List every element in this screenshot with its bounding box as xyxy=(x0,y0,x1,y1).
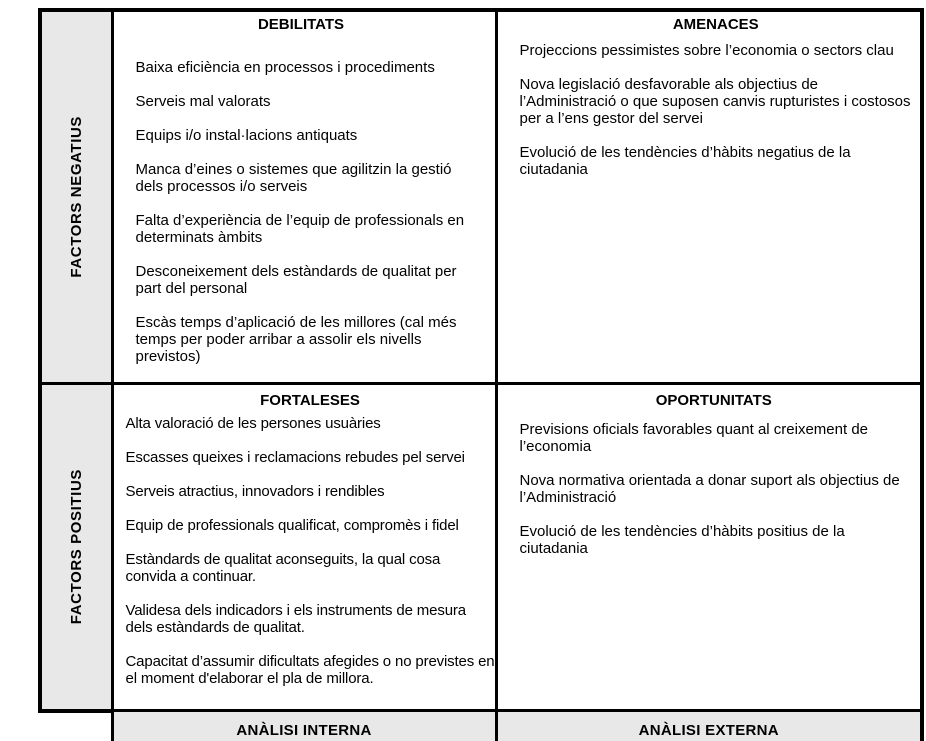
fortaleses-item-list xyxy=(126,415,495,687)
row-label-factors-positius: FACTORS POSITIUS xyxy=(67,469,85,625)
quadrant-title-fortaleses: FORTALESES xyxy=(260,392,360,409)
list-item: Evolució de les tendències d’hàbits negatius de la ciutadania xyxy=(519,144,851,178)
list-item: Equip de professionals qualificat, compromès i fidel xyxy=(125,517,459,534)
quadrant-oportunitats xyxy=(496,384,922,711)
list-item: Capacitat d’assumir dificultats afegides o no previstes en el moment d'elaborar el pla de millora. xyxy=(125,653,495,687)
row-footer xyxy=(40,711,922,741)
row-label-factors-negatius: FACTORS NEGATIUS xyxy=(67,116,85,278)
amenaces-item-list xyxy=(520,42,913,178)
quadrant-title-amenaces: AMENACES xyxy=(672,16,759,33)
swot-table xyxy=(38,8,924,741)
quadrant-title-debilitats: DEBILITATS xyxy=(257,16,345,33)
list-item: Falta d’experiència de l’equip de professionals en determinats àmbits xyxy=(135,212,465,246)
quadrant-fortaleses xyxy=(112,384,496,711)
list-item: Serveis mal valorats xyxy=(135,93,271,110)
footer-label-analisi-externa: ANÀLISI EXTERNA xyxy=(638,721,779,739)
row-label-cell-factors-negatius xyxy=(40,10,112,384)
debilitats-item-list xyxy=(136,59,467,365)
list-item: Equips i/o instal·lacions antiquats xyxy=(135,127,358,144)
list-item: Alta valoració de les persones usuàries xyxy=(125,415,381,432)
oportunitats-item-list xyxy=(520,421,909,557)
row-positive-factors xyxy=(40,384,922,711)
quadrant-amenaces xyxy=(496,10,922,384)
list-item: Nova normativa orientada a donar suport als objectius de l’Administració xyxy=(519,472,900,506)
list-item: Previsions oficials favorables quant al creixement de l’economia xyxy=(519,421,869,455)
list-item: Baixa eficiència en processos i procediments xyxy=(135,59,435,76)
list-item: Validesa dels indicadors i els instruments de mesura dels estàndards de qualitat. xyxy=(125,602,466,636)
quadrant-title-oportunitats: OPORTUNITATS xyxy=(655,392,772,409)
list-item: Nova legislació desfavorable als objectius de l’Administració o que suposen canvis rupturistes i costosos per a l’ens gestor del servei xyxy=(519,76,911,127)
row-label-cell-factors-positius xyxy=(40,384,112,711)
quadrant-debilitats xyxy=(112,10,496,384)
list-item: Projeccions pessimistes sobre l’economia o sectors clau xyxy=(519,42,894,59)
list-item: Escasses queixes i reclamacions rebudes pel servei xyxy=(125,449,465,466)
list-item: Desconeixement dels estàndards de qualitat per part del personal xyxy=(135,263,457,297)
list-item: Serveis atractius, innovadors i rendibles xyxy=(125,483,385,500)
list-item: Escàs temps d’aplicació de les millores (cal més temps per poder arribar a assolir els nivells previstos) xyxy=(135,314,457,365)
list-item: Estàndards de qualitat aconseguits, la qual cosa convida a continuar. xyxy=(125,551,441,585)
empty-corner-cell xyxy=(40,711,112,741)
list-item: Evolució de les tendències d’hàbits positius de la ciutadania xyxy=(519,523,845,557)
footer-cell-analisi-externa xyxy=(496,711,922,741)
list-item: Manca d’eines o sistemes que agilitzin la gestió dels processos i/o serveis xyxy=(135,161,452,195)
footer-label-analisi-interna: ANÀLISI INTERNA xyxy=(236,721,372,739)
footer-cell-analisi-interna xyxy=(112,711,496,741)
row-negative-factors xyxy=(40,10,922,384)
